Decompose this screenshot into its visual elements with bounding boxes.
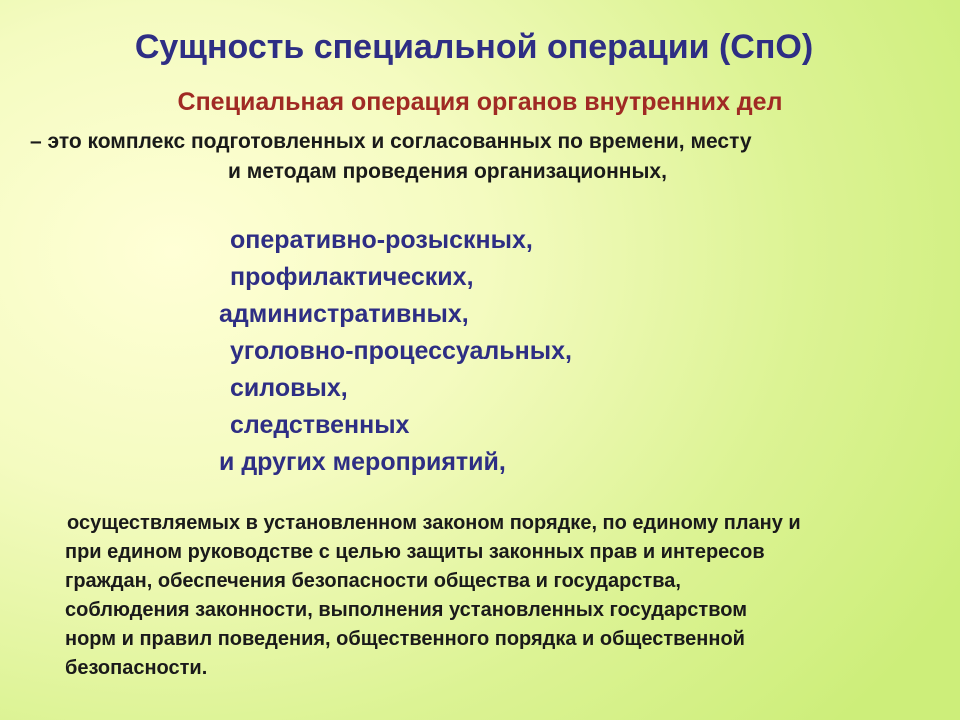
activity-item: и других мероприятий,	[219, 448, 506, 476]
activity-item: силовых,	[230, 374, 348, 402]
definition-line: и методам проведения организационных,	[228, 160, 667, 183]
activity-item: административных,	[219, 300, 469, 328]
activity-item: профилактических,	[230, 263, 474, 291]
activity-item: следственных	[230, 411, 410, 439]
slide-subtitle: Специальная операция органов внутренних дел	[177, 88, 783, 116]
closing-line: норм и правил поведения, общественного порядка и общественной	[65, 628, 745, 650]
activity-item: уголовно-процессуальных,	[230, 337, 572, 365]
closing-line: безопасности.	[65, 657, 208, 679]
closing-paragraph	[65, 509, 950, 683]
activity-item: оперативно-розыскных,	[230, 226, 533, 254]
activity-list	[0, 222, 960, 481]
definition-line: – это комплекс подготовленных и согласованных по времени, месту	[30, 130, 752, 153]
closing-line: граждан, обеспечения безопасности общества и государства,	[65, 570, 681, 592]
slide-title: Сущность специальной операции (СпО)	[134, 28, 814, 66]
definition-text	[0, 127, 960, 187]
closing-line: осуществляемых в установленном законом порядке, по единому плану и	[67, 512, 801, 534]
closing-line: соблюдения законности, выполнения установленных государством	[65, 599, 748, 621]
closing-line: при едином руководстве с целью защиты законных прав и интересов	[65, 541, 765, 563]
